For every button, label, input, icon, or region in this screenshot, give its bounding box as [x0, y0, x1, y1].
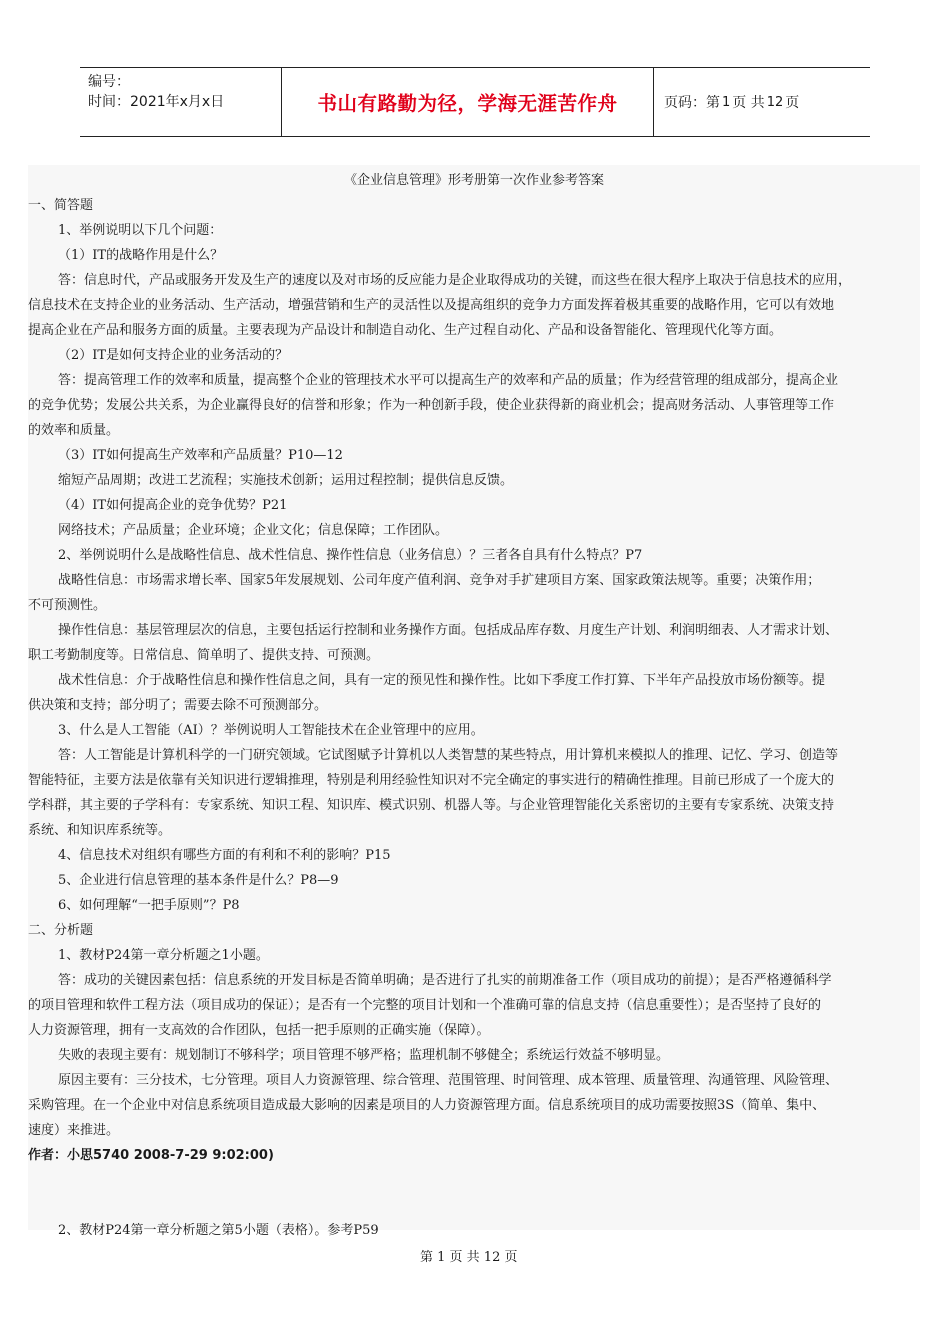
time-label: 时间：2021年x月x日	[88, 94, 225, 110]
document-line: （4）IT如何提高企业的竞争优势？P21	[58, 498, 288, 513]
document-line: 一、简答题	[28, 198, 94, 213]
document-line: 供决策和支持；部分明了；需要去除不可预测部分。	[28, 698, 328, 713]
document-line: 的项目管理和软件工程方法（项目成功的保证）；是否有一个完整的项目计划和一个准确可靠的信息支持（信息重要性）；是否坚持了良好的	[28, 998, 822, 1013]
document-line: 6、如何理解“一把手原则”？P8	[58, 898, 240, 913]
document-line: 二、分析题	[28, 923, 94, 938]
document-line: 人力资源管理，拥有一支高效的合作团队，包括一把手原则的正确实施（保障）。	[28, 1023, 490, 1038]
document-line: 信息技术在支持企业的业务活动、生产活动，增强营销和生产的灵活性以及提高组织的竞争力方面发挥着极其重要的战略作用，它可以有效地	[28, 298, 835, 313]
document-line: 网络技术；产品质量；企业环境；企业文化；信息保障；工作团队。	[58, 523, 449, 538]
document-line: 速度）来推进。	[28, 1123, 120, 1138]
document-line: 答：信息时代，产品或服务开发及生产的速度以及对市场的反应能力是企业取得成功的关键，而这些在很大程序上取决于信息技术的应用，	[58, 273, 852, 288]
header-motto: 书山有路勤为径，学海无涯苦作舟	[282, 68, 654, 136]
document-line: 学科群，其主要的子学科有：专家系统、知识工程、知识库、模式识别、机器人等。与企业管理智能化关系密切的主要有专家系统、决策支持	[28, 798, 835, 813]
document-line: 2、举例说明什么是战略性信息、战术性信息、操作性信息（业务信息）？三者各自具有什么特点？P7	[58, 548, 643, 563]
document-line: 战术性信息：介于战略性信息和操作性信息之间，具有一定的预见性和操作性。比如下季度工作打算、下半年产品投放市场份额等。提	[58, 673, 826, 688]
document-line: 1、举例说明以下几个问题：	[58, 223, 223, 238]
page-prefix: 页码：第	[664, 95, 720, 111]
document-line: 不可预测性。	[28, 598, 107, 613]
document-line: 的效率和质量。	[28, 423, 120, 438]
document-lines	[28, 193, 920, 1143]
document-line: 采购管理。在一个企业中对信息系统项目造成最大影响的因素是项目的人力资源管理方面。信息系统项目的成功需要按照3S（简单、集中、	[28, 1098, 826, 1113]
spacer	[28, 1168, 920, 1218]
document-line: 答：人工智能是计算机科学的一门研究领域。它试图赋予计算机以人类智慧的某些特点，用计算机来模拟人的推理、记忆、学习、创造等	[58, 748, 839, 763]
document-line: 原因主要有：三分技术，七分管理。项目人力资源管理、综合管理、范围管理、时间管理、成本管理、质量管理、沟通管理、风险管理、	[58, 1073, 839, 1088]
document-line: 5、企业进行信息管理的基本条件是什么？P8—9	[58, 873, 339, 888]
page-current: 1	[722, 94, 731, 110]
document-line: （2）IT是如何支持企业的业务活动的？	[58, 348, 289, 363]
document-line: 职工考勤制度等。日常信息、简单明了、提供支持、可预测。	[28, 648, 380, 663]
page-total: 12	[766, 94, 784, 110]
document-line: 3、什么是人工智能（AI）？举例说明人工智能技术在企业管理中的应用。	[58, 723, 484, 738]
document-line: 战略性信息：市场需求增长率、国家5年发展规划、公司年度产值利润、竞争对手扩建项目方案、国家政策法规等。重要；决策作用；	[58, 573, 821, 588]
document-line: 失败的表现主要有：规划制订不够科学；项目管理不够严格；监理机制不够健全；系统运行效益不够明显。	[58, 1048, 670, 1063]
document-line: 的竞争优势；发展公共关系，为企业赢得良好的信誉和形象；作为一种创新手段，使企业获得新的商业机会；提高财务活动、人事管理等工作	[28, 398, 835, 413]
number-label: 编号：	[88, 74, 130, 90]
document-line: 4、信息技术对组织有哪些方面的有利和不利的影响？P15	[58, 848, 391, 863]
document-line: 系统、和知识库系统等。	[28, 823, 172, 838]
last-line: 2、教材P24第一章分析题之第5小题（表格）。参考P59	[58, 1223, 379, 1238]
document-line: 操作性信息：基层管理层次的信息，主要包括运行控制和业务操作方面。包括成品库存数、月度生产计划、利润明细表、人才需求计划、	[58, 623, 839, 638]
document-line: （1）IT的战略作用是什么？	[58, 248, 224, 263]
page-footer: 第 1 页 共 12 页	[420, 1250, 518, 1265]
page-header	[80, 67, 870, 137]
page-mid: 页 共	[732, 95, 765, 111]
document-line: 智能特征，主要方法是依靠有关知识进行逻辑推理，特别是利用经验性知识对不完全确定的事实进行的精确性推理。目前已形成了一个庞大的	[28, 773, 835, 788]
document-line: 缩短产品周期；改进工艺流程；实施技术创新；运用过程控制；提供信息反馈。	[58, 473, 514, 488]
document-line: 答：成功的关键因素包括：信息系统的开发目标是否简单明确；是否进行了扎实的前期准备工作（项目成功的前提）；是否严格遵循科学	[58, 973, 832, 988]
header-page-info	[654, 68, 870, 136]
header-meta	[80, 68, 282, 136]
document-body	[28, 168, 920, 1243]
document-line: 答：提高管理工作的效率和质量，提高整个企业的管理技术水平可以提高生产的效率和产品的质量；作为经营管理的组成部分，提高企业	[58, 373, 839, 388]
page-suffix: 页	[785, 95, 800, 111]
document-line: （3）IT如何提高生产效率和产品质量？P10—12	[58, 448, 343, 463]
document-title: 《企业信息管理》形考册第一次作业参考答案	[343, 173, 604, 188]
author-line: 作者：小思5740 2008-7-29 9:02:00)	[28, 1148, 274, 1163]
document-line: 提高企业在产品和服务方面的质量。主要表现为产品设计和制造自动化、生产过程自动化、产品和设备智能化、管理现代化等方面。	[28, 323, 783, 338]
document-line: 1、教材P24第一章分析题之1小题。	[58, 948, 269, 963]
